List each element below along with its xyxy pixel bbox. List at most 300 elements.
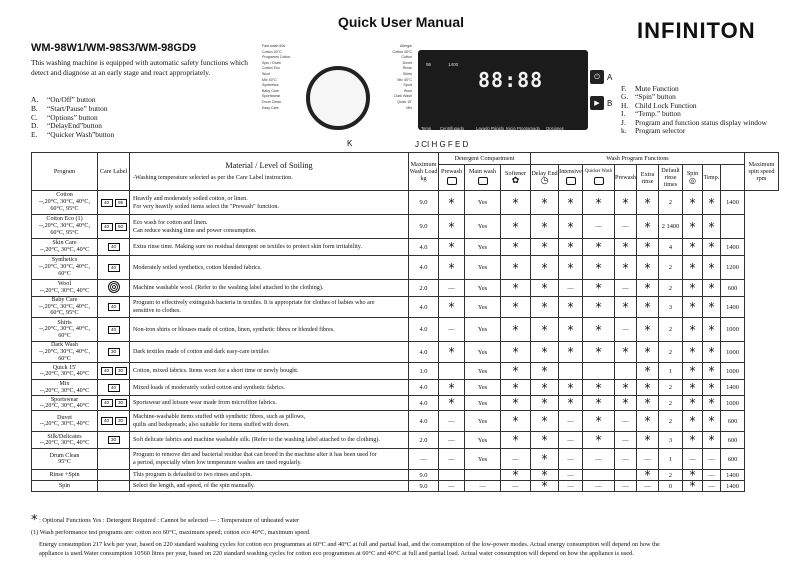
cell-soft: * bbox=[501, 411, 531, 432]
program-name: Rinse +Spin bbox=[32, 470, 98, 481]
cell-load: — bbox=[409, 449, 439, 470]
program-name: Cotton --,20°C, 30°C, 40°C, 60°C, 95°C bbox=[32, 191, 98, 215]
temp-button[interactable]: Temp bbox=[421, 126, 432, 131]
cell-prefn bbox=[615, 470, 637, 481]
wash-tub-icon: 40 bbox=[108, 326, 120, 334]
panel-program-label: Shirts bbox=[402, 71, 412, 76]
cell-inten: * bbox=[559, 191, 583, 215]
material-description: Extra rinse time. Making sure no residual detergent on textiles to protect skin form irritability. bbox=[130, 239, 409, 256]
material-description: Heavily and moderately soiled cotton, or linen. For very heavily soiled items select the "Prewash" function. bbox=[130, 191, 409, 215]
legend bbox=[31, 513, 300, 528]
program-selector-dial[interactable] bbox=[306, 66, 370, 130]
cell-delay: * bbox=[531, 363, 559, 380]
panel-program-label: Mix 40°C bbox=[397, 77, 412, 82]
material-description: Dark textiles made of cotton and dark easy-care textiles bbox=[130, 342, 409, 363]
cell-rpm: 1400 bbox=[721, 297, 745, 318]
cell-soft: * bbox=[501, 191, 531, 215]
cell-rpm bbox=[721, 215, 745, 239]
th-main-wash bbox=[465, 165, 501, 191]
material-description: This program is defaulted to two rinses and spin. bbox=[130, 470, 409, 481]
panel-program-label: Rinse bbox=[402, 66, 412, 71]
th-delay-end-label: Delay End bbox=[531, 170, 558, 177]
cell-prefn: * bbox=[615, 297, 637, 318]
right-label: “Spin” button bbox=[635, 92, 676, 102]
cell-prefn: — bbox=[615, 449, 637, 470]
cell-def: 2 bbox=[659, 380, 683, 396]
th-intensive-label: Intensive bbox=[559, 168, 582, 175]
cell-def: 3 bbox=[659, 297, 683, 318]
cell-delay: * bbox=[531, 481, 559, 492]
panel-program-label: Spin / Drain bbox=[262, 60, 281, 65]
callout-bottom: J CI H G F E D bbox=[415, 140, 469, 149]
cell-load: 2.0 bbox=[409, 280, 439, 297]
cell-inten: * bbox=[559, 318, 583, 342]
wash-tub-icon: 40 bbox=[108, 264, 120, 272]
cell-main: Yes bbox=[465, 432, 501, 449]
cell-inten: * bbox=[559, 297, 583, 318]
panel-program-label: Cotton Eco bbox=[262, 66, 280, 71]
cell-rpm: 1400 bbox=[721, 481, 745, 492]
cell-inten: — bbox=[559, 481, 583, 492]
cell-soft: * bbox=[501, 215, 531, 239]
cell-quick: * bbox=[583, 396, 615, 411]
cell-extra: * bbox=[637, 363, 659, 380]
delay-end-button[interactable]: Inicio Programado bbox=[506, 126, 540, 131]
th-spin-label: Spin bbox=[686, 170, 699, 177]
display-digits: 88:88 bbox=[478, 68, 544, 92]
cell-prefn: — bbox=[615, 481, 637, 492]
cell-quick: * bbox=[583, 239, 615, 256]
program-name: Skin Care --,20°C, 30°C, 40°C bbox=[32, 239, 98, 256]
wash-tub-icon: 30 bbox=[115, 417, 127, 425]
th-prewash bbox=[439, 165, 465, 191]
footnote-2: Energy consumption 217 kwh per year, based on 220 standard washing cycles for cotton eco programmes at 60°C and 40°C at full and partial load, and the consumption of the low-power modes. Actual energy consumption will depend on how the bbox=[39, 541, 660, 548]
right-key: k. bbox=[621, 126, 627, 136]
cell-extra: * bbox=[637, 318, 659, 342]
cell-pre: * bbox=[439, 191, 465, 215]
care-label-cell bbox=[98, 280, 130, 297]
care-label-cell bbox=[98, 318, 130, 342]
cell-extra: * bbox=[637, 411, 659, 432]
table-row bbox=[32, 396, 779, 411]
quicker-wash-button[interactable]: Lavado Rápido bbox=[476, 126, 505, 131]
cell-spin: * bbox=[683, 256, 703, 280]
intro-text: This washing machine is equipped with automatic safety functions which detect and diagnose at an early stage and react appropriately. bbox=[31, 58, 248, 77]
cell-prefn: — bbox=[615, 411, 637, 432]
program-table bbox=[31, 152, 779, 492]
cell-def: 2 bbox=[659, 396, 683, 411]
right-key: F. bbox=[621, 84, 627, 93]
cell-rpm: 1400 bbox=[721, 470, 745, 481]
th-intensive bbox=[559, 165, 583, 191]
program-name: Silk/Delicates --,20°C, 30°C, 40°C bbox=[32, 432, 98, 449]
panel-program-label: Mix bbox=[406, 105, 412, 110]
cell-def: 2 bbox=[659, 342, 683, 363]
cell-spin: * bbox=[683, 396, 703, 411]
th-softener-label: Softener bbox=[505, 170, 526, 177]
cell-quick bbox=[583, 470, 615, 481]
th-max-load bbox=[409, 153, 439, 191]
program-name: Drum Clean 95°C bbox=[32, 449, 98, 470]
cell-delay: * bbox=[531, 297, 559, 318]
cell-delay: * bbox=[531, 396, 559, 411]
table-row bbox=[32, 342, 779, 363]
cell-spin: * bbox=[683, 481, 703, 492]
program-name: Sportswear --,20°C, 30°C, 40°C bbox=[32, 396, 98, 411]
panel-program-label: Drum Clean bbox=[262, 99, 282, 104]
material-description: Moderately soiled synthetics, cotton blended fabrics. bbox=[130, 256, 409, 280]
panel-program-label: Synthetics bbox=[262, 83, 279, 88]
material-description: Machine washable wool. (Refer to the washing label attached to the clothing). bbox=[130, 280, 409, 297]
cell-temp: * bbox=[703, 396, 721, 411]
table-row bbox=[32, 280, 779, 297]
program-name: Dark Wash --,20°C, 30°C, 40°C, 60°C bbox=[32, 342, 98, 363]
cell-inten: * bbox=[559, 215, 583, 239]
cell-quick: * bbox=[583, 256, 615, 280]
cell-main: Yes bbox=[465, 342, 501, 363]
cell-temp: * bbox=[703, 191, 721, 215]
cell-pre: — bbox=[439, 481, 465, 492]
spin-button[interactable]: Centrifugado bbox=[440, 126, 464, 131]
cell-soft: * bbox=[501, 239, 531, 256]
flower-icon: ✿ bbox=[511, 175, 520, 185]
wash-tub-icon: 95 bbox=[115, 199, 127, 207]
left-label: “Start/Pause” button bbox=[47, 103, 108, 113]
panel-program-label: Cotton 40°C bbox=[262, 49, 282, 54]
material-description: Non-iron shirts or blouses made of cotton, linen, synthetic fibres or blended fibres. bbox=[130, 318, 409, 342]
wash-tub-icon: 60 bbox=[115, 223, 127, 231]
cell-extra: * bbox=[637, 432, 659, 449]
care-label-cell bbox=[98, 239, 130, 256]
cell-spin: * bbox=[683, 215, 703, 239]
cell-temp: * bbox=[703, 363, 721, 380]
cell-load: 4.0 bbox=[409, 396, 439, 411]
panel-program-label: Dark Wash bbox=[394, 94, 412, 99]
cell-main: Yes bbox=[465, 411, 501, 432]
cell-spin: * bbox=[683, 411, 703, 432]
cell-quick: * bbox=[583, 280, 615, 297]
cell-extra: * bbox=[637, 297, 659, 318]
cell-spin: * bbox=[683, 280, 703, 297]
cell-spin: * bbox=[683, 432, 703, 449]
cell-temp: * bbox=[703, 432, 721, 449]
cell-prefn: — bbox=[615, 432, 637, 449]
cell-delay: * bbox=[531, 215, 559, 239]
cell-extra: — bbox=[637, 481, 659, 492]
cell-inten: * bbox=[559, 342, 583, 363]
wash-tub-icon: 40 bbox=[108, 303, 120, 311]
cell-def: 0 bbox=[659, 481, 683, 492]
th-max-load-1: Maximum bbox=[410, 161, 437, 168]
shirt-icon bbox=[594, 177, 604, 185]
options-button[interactable]: Opciones bbox=[546, 126, 564, 131]
cell-temp: — bbox=[703, 449, 721, 470]
material-description: Soft delicate fabrics and machine washable silk. (Refer to the washing label attached to the clothing). bbox=[130, 432, 409, 449]
th-main-wash-label: Main wash bbox=[468, 168, 497, 175]
cell-spin: * bbox=[683, 470, 703, 481]
cell-pre: — bbox=[439, 411, 465, 432]
right-key: G. bbox=[621, 92, 629, 102]
wash-tub-icon: 40 bbox=[101, 399, 113, 407]
cell-extra: * bbox=[637, 380, 659, 396]
cell-inten: — bbox=[559, 411, 583, 432]
th-default-rinse: Default rinse times bbox=[659, 165, 683, 191]
footnote-3: appliance is used.Water consumption 10560 litres per year, based on 220 standard washing cycles for cotton eco programmes at 60°C and 40°C at full and partial load. Actual water consumption will depend on how the appliance is used. bbox=[39, 550, 634, 557]
cell-quick: * bbox=[583, 432, 615, 449]
care-label-cell bbox=[98, 297, 130, 318]
left-item bbox=[31, 131, 114, 140]
callout-a: A bbox=[607, 73, 613, 82]
cell-delay: * bbox=[531, 432, 559, 449]
cell-pre: — bbox=[439, 449, 465, 470]
care-label-cell bbox=[98, 342, 130, 363]
cell-soft: * bbox=[501, 432, 531, 449]
cell-rpm: 600 bbox=[721, 449, 745, 470]
cell-quick: * bbox=[583, 297, 615, 318]
panel-program-label: Duvet bbox=[402, 60, 412, 65]
cell-load: 4.0 bbox=[409, 239, 439, 256]
th-temp: Temp. bbox=[703, 165, 721, 191]
model-numbers: WM-98W1/WM-98S3/WM-98GD9 bbox=[31, 42, 197, 54]
cell-rpm: 600 bbox=[721, 411, 745, 432]
cell-quick: — bbox=[583, 215, 615, 239]
cell-inten: — bbox=[559, 449, 583, 470]
cell-temp: * bbox=[703, 411, 721, 432]
cell-prefn: — bbox=[615, 280, 637, 297]
asterisk-icon: * bbox=[31, 513, 38, 528]
cell-inten: * bbox=[559, 396, 583, 411]
cell-inten: — bbox=[559, 280, 583, 297]
cell-def: 2 bbox=[659, 411, 683, 432]
cell-load: 4.0 bbox=[409, 380, 439, 396]
th-max-load-2: Wash Load bbox=[409, 168, 438, 175]
cell-inten: — bbox=[559, 470, 583, 481]
material-description: Cotton, mixed fabrics. Items worn for a short time or newly bought. bbox=[130, 363, 409, 380]
cell-main: Yes bbox=[465, 280, 501, 297]
cell-spin: * bbox=[683, 191, 703, 215]
care-label-cell bbox=[98, 470, 130, 481]
right-label: Program selector bbox=[635, 126, 686, 136]
wash-tub-icon: 30 bbox=[108, 436, 120, 444]
cell-spin: * bbox=[683, 318, 703, 342]
cell-load: 4.0 bbox=[409, 411, 439, 432]
th-material-sub: -Washing temperature selected as per the Care Label instruction. bbox=[133, 174, 293, 181]
cell-soft: — bbox=[501, 481, 531, 492]
cell-temp: * bbox=[703, 215, 721, 239]
cell-def: 1 bbox=[659, 449, 683, 470]
program-name: Cotton Eco (1) --,20°C, 30°C, 40°C, 60°C, 95°C bbox=[32, 215, 98, 239]
cell-soft: * bbox=[501, 342, 531, 363]
cell-prefn: * bbox=[615, 380, 637, 396]
cell-load: 2.0 bbox=[409, 432, 439, 449]
cell-inten: — bbox=[559, 432, 583, 449]
table-row bbox=[32, 449, 779, 470]
cell-pre: * bbox=[439, 256, 465, 280]
material-description: Program to remove dirt and bacterial residue that can breed in the machine after it has been used for a period, especially when low temperature washes are used regularly. bbox=[130, 449, 409, 470]
cell-load: 4.0 bbox=[409, 256, 439, 280]
cell-pre bbox=[439, 363, 465, 380]
cell-pre: — bbox=[439, 318, 465, 342]
cell-delay: * bbox=[531, 191, 559, 215]
left-label: “Quicker Wash”button bbox=[47, 130, 115, 140]
panel-program-label: Baby Care bbox=[262, 88, 279, 93]
right-key: I. bbox=[621, 109, 626, 119]
cell-def: 1 bbox=[659, 363, 683, 380]
panel-program-label: Allergie bbox=[400, 44, 412, 48]
panel-program-label: Mix 40°C bbox=[262, 77, 277, 82]
panel-right-programs bbox=[376, 44, 412, 111]
cell-quick: * bbox=[583, 191, 615, 215]
cell-quick: * bbox=[583, 411, 615, 432]
cell-spin: * bbox=[683, 380, 703, 396]
table-row bbox=[32, 191, 779, 215]
table-row bbox=[32, 411, 779, 432]
panel-program-label: Programm Cotton bbox=[262, 55, 291, 60]
left-label: “On/Off” button bbox=[47, 95, 96, 104]
cell-spin: * bbox=[683, 363, 703, 380]
left-key: B. bbox=[31, 103, 38, 113]
left-label: “DelayEnd”button bbox=[47, 121, 103, 131]
cell-main: Yes bbox=[465, 297, 501, 318]
table-row bbox=[32, 432, 779, 449]
cell-main: Yes bbox=[465, 215, 501, 239]
care-label-cell bbox=[98, 380, 130, 396]
cell-soft: * bbox=[501, 380, 531, 396]
cell-temp: — bbox=[703, 481, 721, 492]
cell-rpm: 600 bbox=[721, 432, 745, 449]
wool-care-icon bbox=[108, 281, 120, 293]
left-key: D. bbox=[31, 121, 39, 131]
left-label: “Options” button bbox=[47, 112, 98, 122]
care-label-cell bbox=[98, 256, 130, 280]
cell-spin: * bbox=[683, 239, 703, 256]
cell-delay: * bbox=[531, 239, 559, 256]
cell-main: Yes bbox=[465, 239, 501, 256]
cell-pre: * bbox=[439, 396, 465, 411]
table-row bbox=[32, 239, 779, 256]
wash-tub-icon: 30 bbox=[115, 367, 127, 375]
cell-def: 2 bbox=[659, 470, 683, 481]
right-label: Mute Function bbox=[635, 84, 679, 93]
table-row bbox=[32, 256, 779, 280]
right-button-list bbox=[621, 85, 767, 135]
cell-pre bbox=[439, 470, 465, 481]
cell-delay: * bbox=[531, 380, 559, 396]
th-max-spin: Maximum spin speed rpm bbox=[745, 153, 779, 191]
care-label-cell bbox=[98, 215, 130, 239]
th-material-title: Material / Level of Soiling bbox=[225, 161, 313, 170]
wash-tub-icon: 40 bbox=[108, 243, 120, 251]
left-key: C. bbox=[31, 112, 38, 122]
cell-soft: * bbox=[501, 470, 531, 481]
panel-program-label: Wool bbox=[403, 88, 412, 93]
right-key: J. bbox=[621, 117, 626, 127]
cell-inten bbox=[559, 363, 583, 380]
cell-def: 2 bbox=[659, 256, 683, 280]
cell-prefn: — bbox=[615, 215, 637, 239]
cell-soft: * bbox=[501, 256, 531, 280]
control-panel bbox=[258, 44, 413, 140]
program-name: Wool --,20°C, 30°C, 40°C bbox=[32, 280, 98, 297]
cell-load: 4.0 bbox=[409, 297, 439, 318]
cell-delay: * bbox=[531, 449, 559, 470]
cell-extra: * bbox=[637, 239, 659, 256]
intensive-icon bbox=[566, 177, 576, 185]
clock-icon: ◷ bbox=[540, 175, 549, 185]
th-material bbox=[130, 153, 409, 191]
cell-load: 4.0 bbox=[409, 342, 439, 363]
cell-prefn: * bbox=[615, 256, 637, 280]
display-temp: 95 bbox=[426, 62, 432, 67]
program-name: Synthetics --,20°C, 30°C, 40°C, 60°C bbox=[32, 256, 98, 280]
panel-program-label: Cotton 40°C bbox=[392, 49, 412, 54]
cell-quick: — bbox=[583, 449, 615, 470]
cell-soft: * bbox=[501, 318, 531, 342]
cell-def: 2 bbox=[659, 191, 683, 215]
care-label-cell bbox=[98, 432, 130, 449]
care-label-cell bbox=[98, 191, 130, 215]
cell-main: Yes bbox=[465, 191, 501, 215]
program-name: Spin bbox=[32, 481, 98, 492]
wash-tub-icon: 40 bbox=[101, 367, 113, 375]
cell-def: 2 bbox=[659, 280, 683, 297]
cell-main: Yes bbox=[465, 380, 501, 396]
cell-rpm: 1400 bbox=[721, 380, 745, 396]
cell-main: Yes bbox=[465, 256, 501, 280]
wash-tub-icon: 30 bbox=[108, 348, 120, 356]
cell-extra: * bbox=[637, 191, 659, 215]
care-label-cell bbox=[98, 396, 130, 411]
cell-def: 4 bbox=[659, 239, 683, 256]
material-description: Mixed loads of moderately soiled cotton and synthetic fabrics. bbox=[130, 380, 409, 396]
cell-temp: * bbox=[703, 297, 721, 318]
th-quicker-wash-label: Quicker Wash bbox=[584, 168, 613, 174]
cell-main: — bbox=[465, 481, 501, 492]
cell-extra: * bbox=[637, 280, 659, 297]
cell-temp: * bbox=[703, 280, 721, 297]
cell-load: 1.0 bbox=[409, 363, 439, 380]
cell-delay: * bbox=[531, 470, 559, 481]
cell-spin: * bbox=[683, 297, 703, 318]
cell-def: 2 1400 bbox=[659, 215, 683, 239]
panel-program-label: Fast wash 60s bbox=[262, 44, 286, 48]
cell-spin: — bbox=[683, 449, 703, 470]
cell-extra: * bbox=[637, 256, 659, 280]
cell-load: 9.0 bbox=[409, 215, 439, 239]
cell-main bbox=[465, 470, 501, 481]
cell-load: 9.0 bbox=[409, 191, 439, 215]
cell-rpm: 1000 bbox=[721, 342, 745, 363]
cell-pre: * bbox=[439, 239, 465, 256]
th-quicker-wash bbox=[583, 165, 615, 191]
cell-pre: * bbox=[439, 297, 465, 318]
cell-soft: * bbox=[501, 396, 531, 411]
cell-temp: * bbox=[703, 239, 721, 256]
cell-def: 3 bbox=[659, 432, 683, 449]
cell-quick: * bbox=[583, 342, 615, 363]
cell-pre: * bbox=[439, 342, 465, 363]
cell-delay: * bbox=[531, 256, 559, 280]
panel-program-label: Sportswear bbox=[262, 94, 281, 99]
wash-tub-icon: 40 bbox=[108, 384, 120, 392]
th-care: Care Label bbox=[98, 153, 130, 191]
power-icon[interactable]: ⏻ bbox=[590, 70, 604, 84]
cell-pre: — bbox=[439, 280, 465, 297]
start-pause-icon[interactable]: ▶ bbox=[590, 96, 604, 110]
cell-rpm: 1000 bbox=[721, 363, 745, 380]
table-row bbox=[32, 380, 779, 396]
cell-rpm: 1000 bbox=[721, 396, 745, 411]
